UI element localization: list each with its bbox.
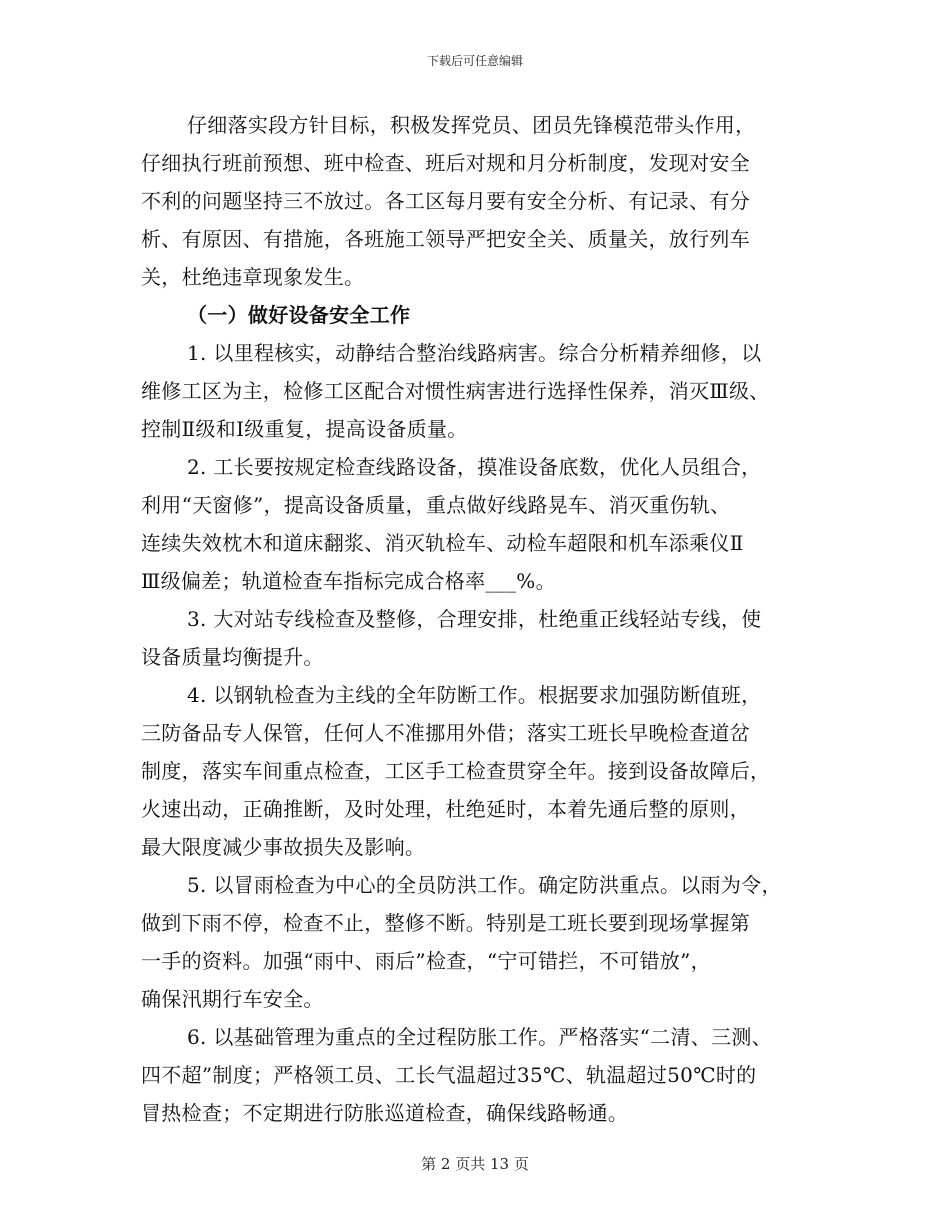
paragraph-line: 仔细执行班前预想、班中检查、班后对规和月分析制度，发现对安全: [141, 151, 750, 175]
paragraph-line: 析、有原因、有措施，各班施工领导严把安全关、质量关，放行列车: [141, 227, 750, 251]
paragraph-line: 四不超”制度；严格领工员、工长气温超过35℃、轨温超过50℃时的: [141, 1063, 757, 1087]
paragraph-line: 确保汛期行车安全。: [141, 987, 324, 1011]
paragraph-line: 仔细落实段方针目标，积极发挥党员、团员先锋模范带头作用，: [187, 113, 756, 137]
paragraph-line: 冒热检查；不定期进行防胀巡道检查，确保线路畅通。: [141, 1101, 629, 1125]
paragraph-line: 3. 大对站专线检查及整修，合理安排，杜绝重正线轻站专线，使: [187, 607, 762, 631]
paragraph-line: 连续失效枕木和道床翻浆、消灭轨检车、动检车超限和机车添乘仪Ⅱ: [141, 531, 744, 555]
paragraph-line: 2. 工长要按规定检查线路设备，摸准设备底数，优化人员组合，: [187, 455, 762, 479]
page-footer: 第 2 页共 13 页: [421, 1155, 529, 1173]
paragraph-line: 6. 以基础管理为重点的全过程防胀工作。严格落实“二清、三测、: [187, 1025, 772, 1049]
page-header: 下载后可任意编辑: [426, 54, 523, 68]
paragraph-line: 三防备品专人保管，任何人不准挪用外借；落实工班长早晚检查道岔: [141, 721, 750, 745]
paragraph-line: 最大限度减少事故损失及影响。: [141, 835, 426, 859]
paragraph-line: 控制Ⅱ级和Ⅰ级重复，提高设备质量。: [141, 417, 468, 441]
paragraph-line: 做到下雨不停，检查不止，整修不断。特别是工班长要到现场掌握第: [141, 911, 750, 935]
paragraph-line: 5. 以冒雨检查为中心的全员防洪工作。确定防洪重点。以雨为令，: [187, 873, 782, 897]
paragraph-line: 利用“天窗修”，提高设备质量，重点做好线路晃车、消灭重伤轨、: [141, 493, 731, 517]
paragraph-line: 设备质量均衡提升。: [141, 645, 324, 669]
paragraph-line: 4. 以钢轨检查为主线的全年防断工作。根据要求加强防断值班，: [187, 683, 762, 707]
paragraph-line: 火速出动，正确推断，及时处理，杜绝延时，本着先通后整的原则，: [141, 797, 750, 821]
paragraph-line: 一手的资料。加强“雨中、雨后”检查，“宁可错拦，不可错放”，: [141, 949, 711, 973]
paragraph-line: 关，杜绝违章现象发生。: [141, 265, 365, 289]
paragraph-line: 1. 以里程核实，动静结合整治线路病害。综合分析精养细修，以: [187, 341, 762, 365]
paragraph-line: 不利的问题坚持三不放过。各工区每月要有安全分析、有记录、有分: [141, 189, 750, 213]
paragraph-line: 制度，落实车间重点检查，工区手工检查贯穿全年。接到设备故障后，: [141, 759, 771, 783]
paragraph-line: 维修工区为主，检修工区配合对惯性病害进行选择性保养，消灭Ⅲ级、: [141, 379, 770, 403]
paragraph-line: Ⅲ级偏差；轨道检查车指标完成合格率___%。: [141, 569, 556, 593]
document-body: [141, 106, 821, 1132]
section-heading: （一）做好设备安全工作: [187, 303, 411, 327]
